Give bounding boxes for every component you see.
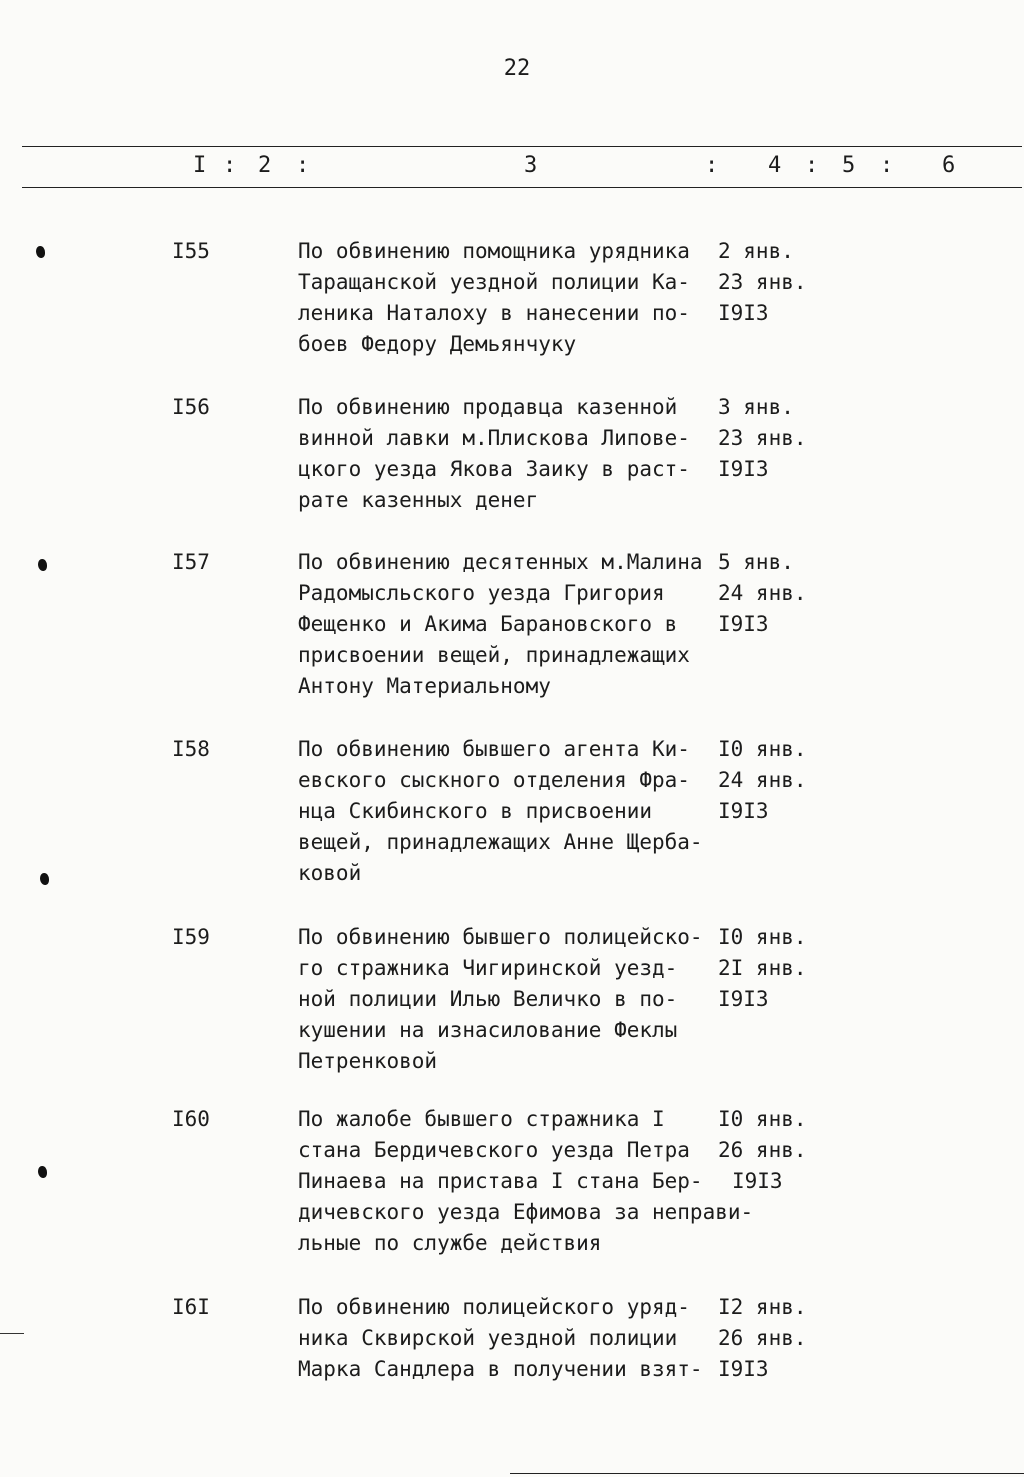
description-line: дичевского уезда Ефимова за неправи- xyxy=(298,1200,754,1224)
description-line: Антону Материальному xyxy=(298,674,551,698)
date-start: I0 янв. xyxy=(718,1107,807,1131)
description-line: леника Наталоху в нанесении по- xyxy=(298,301,690,325)
column-header-3: 3 xyxy=(524,153,538,178)
entry-number: I59 xyxy=(172,925,210,949)
entry-dates xyxy=(718,1104,807,1197)
entry-number: I6I xyxy=(172,1295,210,1319)
entry-description xyxy=(298,734,738,889)
entry-number: I60 xyxy=(172,1107,210,1131)
description-line: Пинаева на пристава I стана Бер- xyxy=(298,1169,703,1193)
column-header-1: I xyxy=(193,153,207,178)
entry-number: I58 xyxy=(172,737,210,761)
description-line: боев Федору Демьянчуку xyxy=(298,332,577,356)
date-start: I0 янв. xyxy=(718,925,807,949)
description-line: ника Сквирской уездной полиции xyxy=(298,1326,678,1350)
description-line: льные по службе действия xyxy=(298,1231,602,1255)
entry-description xyxy=(298,236,738,360)
entry-dates xyxy=(718,547,807,640)
description-line: цкого уезда Якова Заику в раст- xyxy=(298,457,690,481)
date-year: I9I3 xyxy=(718,612,769,636)
page-number: 22 xyxy=(503,56,531,81)
column-separator: : xyxy=(880,153,894,178)
description-line: По обвинению бывшего полицейско- xyxy=(298,925,703,949)
description-line: Петренковой xyxy=(298,1049,438,1073)
column-header-5: 5 xyxy=(842,153,856,178)
date-start: 3 янв. xyxy=(718,395,794,419)
punch-hole-mark xyxy=(38,559,47,571)
date-end: 26 янв. xyxy=(718,1326,807,1350)
description-line: ковой xyxy=(298,861,362,885)
description-line: винной лавки м.Плискова Липове- xyxy=(298,426,690,450)
description-line: присвоении вещей, принадлежащих xyxy=(298,643,690,667)
entry-description xyxy=(298,1292,738,1385)
column-header-4: 4 xyxy=(768,153,782,178)
description-line: По обвинению полицейского уряд- xyxy=(298,1295,690,1319)
description-line: евского сыскного отделения Фра- xyxy=(298,768,690,792)
description-line: По обвинению помощника урядника xyxy=(298,239,690,263)
date-year: I9I3 xyxy=(732,1169,783,1193)
entry-description xyxy=(298,922,738,1077)
date-end: 26 янв. xyxy=(718,1138,807,1162)
entry-dates xyxy=(718,734,807,827)
date-start: 5 янв. xyxy=(718,550,794,574)
punch-hole-mark xyxy=(40,873,49,885)
entry-dates xyxy=(718,1292,807,1385)
date-year: I9I3 xyxy=(718,799,769,823)
entry-dates xyxy=(718,922,807,1015)
entry-dates xyxy=(718,392,807,485)
header-bottom-rule xyxy=(22,187,1022,188)
date-start: 2 янв. xyxy=(718,239,794,263)
column-header-2: 2 xyxy=(258,153,272,178)
entry-number: I55 xyxy=(172,239,210,263)
description-line: вещей, принадлежащих Анне Щерба- xyxy=(298,830,703,854)
column-separator: : xyxy=(805,153,819,178)
description-line: Радомысльского уезда Григория xyxy=(298,581,665,605)
description-line: По обвинению продавца казенной xyxy=(298,395,678,419)
date-year: I9I3 xyxy=(718,1357,769,1381)
description-line: По обвинению десятенных м.Малина xyxy=(298,550,703,574)
date-year: I9I3 xyxy=(718,457,769,481)
date-year: I9I3 xyxy=(718,301,769,325)
date-end: 24 янв. xyxy=(718,581,807,605)
description-line: нца Скибинского в присвоении xyxy=(298,799,653,823)
entry-description xyxy=(298,392,738,516)
description-line: По жалобе бывшего стражника I xyxy=(298,1107,665,1131)
column-separator: : xyxy=(296,153,310,178)
entry-description xyxy=(298,1104,754,1259)
date-end: 23 янв. xyxy=(718,426,807,450)
margin-stroke xyxy=(0,1333,24,1334)
description-line: рате казенных денег xyxy=(298,488,539,512)
column-separator: : xyxy=(223,153,237,178)
entry-description xyxy=(298,547,738,702)
date-end: 23 янв. xyxy=(718,270,807,294)
date-end: 2I янв. xyxy=(718,956,807,980)
entry-number: I57 xyxy=(172,550,210,574)
description-line: го стражника Чигиринской уезд- xyxy=(298,956,678,980)
description-line: кушении на изнасилование Феклы xyxy=(298,1018,678,1042)
column-header-6: 6 xyxy=(942,153,956,178)
description-line: ной полиции Илью Величко в по- xyxy=(298,987,678,1011)
date-year: I9I3 xyxy=(718,987,769,1011)
header-top-rule xyxy=(22,146,1022,147)
punch-hole-mark xyxy=(36,246,45,258)
description-line: стана Бердичевского уезда Петра xyxy=(298,1138,690,1162)
date-end: 24 янв. xyxy=(718,768,807,792)
description-line: Марка Сандлера в получении взят- xyxy=(298,1357,703,1381)
punch-hole-mark xyxy=(38,1166,47,1178)
description-line: По обвинению бывшего агента Ки- xyxy=(298,737,690,761)
column-separator: : xyxy=(705,153,719,178)
description-line: Таращанской уездной полиции Ка- xyxy=(298,270,690,294)
bottom-rule xyxy=(510,1473,1024,1474)
date-start: I0 янв. xyxy=(718,737,807,761)
description-line: Фещенко и Акима Барановского в xyxy=(298,612,678,636)
entry-dates xyxy=(718,236,807,329)
entry-number: I56 xyxy=(172,395,210,419)
date-start: I2 янв. xyxy=(718,1295,807,1319)
